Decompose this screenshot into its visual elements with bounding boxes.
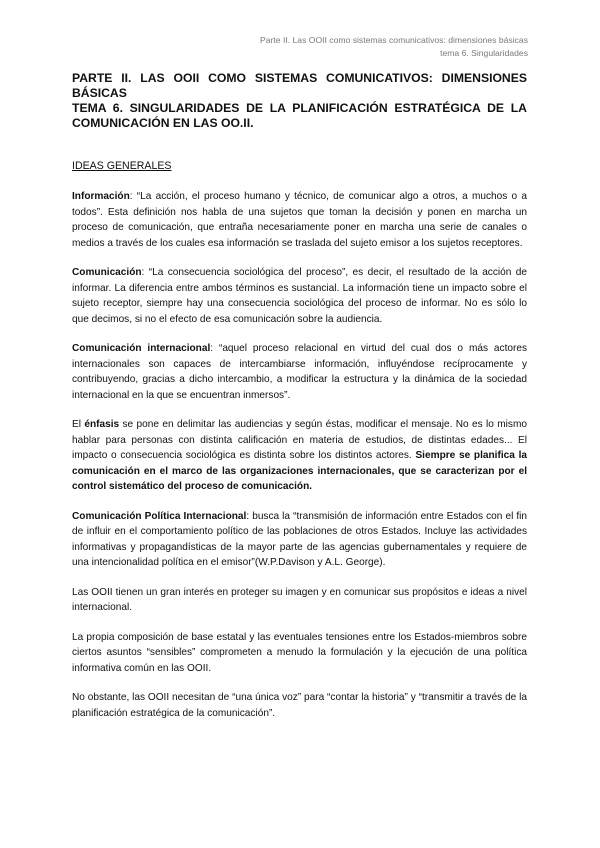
paragraph-enfasis (72, 417, 527, 495)
term-comunicacion: Comunicación (72, 267, 142, 278)
paragraph-unica-voz: No obstante, las OOII necesitan de “una única voz” para “contar la historia” y “transmitir a través de la planificación estratégica de la comunicación”. (72, 692, 527, 719)
paragraph-comunicacion-internacional (72, 341, 527, 403)
paragraph-text: : “aquel proceso relacional en virtud del cual dos o más actores internacionales son capaces de intercambiarse información, influyéndose recíprocamente y contribuyendo, gracias a dicho intercambio, a modificar la estructura y la dinámica de la sociedad internacional en la que se encuentran inmersos”. (72, 343, 528, 401)
document-title: PARTE II. LAS OOII COMO SISTEMAS COMUNICATIVOS: DIMENSIONES BÁSICAS (72, 71, 527, 100)
paragraph-text: : “La consecuencia sociológica del proceso”, es decir, el resultado de la acción de informar. La diferencia entre ambos términos es sustancial. La información tiene un impacto sobre el sujeto receptor, siempre hay una consecuencia sociológica del proceso de informar. No es sólo lo que decimos, si no el efecto de esa comunicación sobre la audiencia. (72, 267, 527, 325)
document-body (72, 71, 527, 735)
paragraph-text: se pone en delimitar las audiencias y según éstas, modificar el mensaje. No es lo mismo hablar para personas con distinta calificación en materia de estudios, de distintas edades... El impacto o consecuencia sociológica es distinta sobre los distintos actores. (72, 419, 527, 461)
running-header-line-2: tema 6. Singularidades (440, 47, 528, 58)
paragraph-comunicacion-politica-internacional (72, 509, 527, 571)
term-informacion: Información (72, 191, 130, 202)
term-enfasis: énfasis (84, 419, 120, 430)
bold-statement: Siempre se planifica la comunicación en el marco de las organizaciones internacionales, que se caracterizan por el control sistemático del proceso de comunicación. (72, 450, 528, 492)
running-header (260, 34, 528, 59)
document-subtitle: TEMA 6. SINGULARIDADES DE LA PLANIFICACIÓN ESTRATÉGICA DE LA COMUNICACIÓN EN LAS OO.II. (72, 101, 527, 130)
paragraph-composicion-estatal: La propia composición de base estatal y las eventuales tensiones entre los Estados-miembros sobre ciertos asuntos “sensibles” comprometen a menudo la formulación y la ejecución de una política informativa común en las OOII. (72, 631, 527, 674)
paragraph-text: : busca la “transmisión de información entre Estados con el fin de influir en el comportamiento político de las poblaciones de otros Estados. Incluye las actividades informativas y propagandísticas de la mayor parte de las agencias gubernamentales y requiere de una intencionalidad política en el emisor”(W.P.Davison y A.L. George). (72, 510, 528, 568)
term-comunicacion-internacional: Comunicación internacional (72, 343, 211, 354)
paragraph-informacion (72, 189, 527, 251)
section-heading-ideas-generales: IDEAS GENERALES (72, 160, 172, 172)
paragraph-comunicacion (72, 265, 527, 327)
paragraph-text: El (72, 419, 85, 430)
paragraph-text: : “La acción, el proceso humano y técnico, de comunicar algo a otros, a muchos o a todos”. Esta definición nos habla de una sujetos que toman la decisión y ponen en marcha un proceso de comunicación, que entraña necesariamente poner en marcha una serie de canales o medios a través de los cuales esa información se traslada del sujeto emisor a los sujetos receptores. (72, 191, 527, 249)
running-header-line-1: Parte II. Las OOII como sistemas comunicativos: dimensiones básicas (260, 35, 528, 45)
term-comunicacion-politica-internacional: Comunicación Política Internacional (72, 510, 247, 522)
paragraph-ooii-imagen: Las OOII tienen un gran interés en proteger su imagen y en comunicar sus propósitos e ideas a nivel internacional. (72, 586, 527, 613)
